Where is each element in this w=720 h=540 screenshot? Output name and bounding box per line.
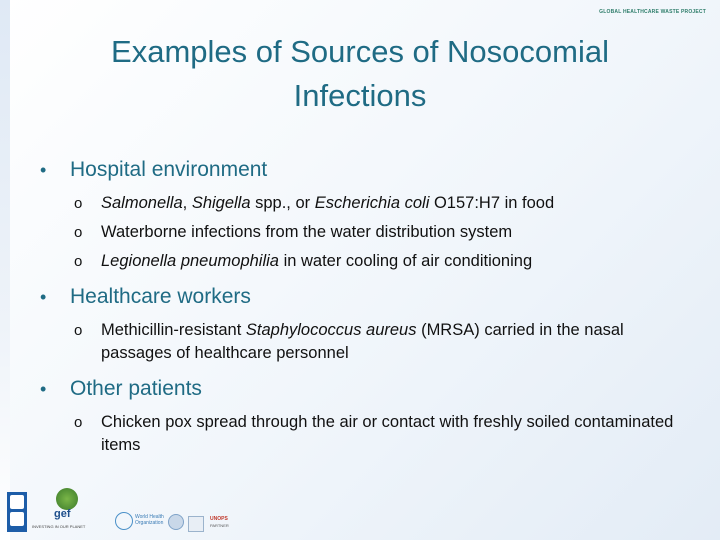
bullet-marker: • xyxy=(40,160,47,180)
partner-logo xyxy=(188,516,248,532)
bullet-content xyxy=(38,156,688,467)
italic-text: Salmonella xyxy=(101,194,183,212)
italic-text: Shigella xyxy=(191,194,251,212)
item-text: Methicillin-resistant xyxy=(101,321,246,339)
item-text: Waterborne infections from the water distribution system xyxy=(101,223,513,241)
sub-bullet-marker: o xyxy=(74,195,83,212)
italic-text: Legionella pneumophilia xyxy=(101,252,279,270)
item-text: (MRSA) carried in the nasal passages of healthcare personnel xyxy=(101,321,624,362)
section-heading xyxy=(38,156,688,184)
slide-title xyxy=(40,30,680,118)
who-logo xyxy=(115,512,175,530)
gef-logo xyxy=(32,488,110,534)
who-wordmark: World Health Organization xyxy=(135,514,164,526)
item-text: Chicken pox spread through the air or contact with freshly soiled contaminated items xyxy=(101,413,674,454)
partner-line-2: PARTNER xyxy=(210,523,229,528)
title-line-1: Examples of Sources of Nosocomial xyxy=(111,34,609,69)
section-heading-text: Hospital environment xyxy=(70,158,268,181)
section-heading xyxy=(38,283,688,311)
footer-logos xyxy=(0,490,720,540)
sub-bullet-marker: o xyxy=(74,322,83,339)
section-heading-text: Other patients xyxy=(70,377,202,400)
sub-list xyxy=(38,411,688,457)
sub-bullet-marker: o xyxy=(74,224,83,241)
sub-list xyxy=(38,192,688,273)
section-heading-text: Healthcare workers xyxy=(70,285,251,308)
gef-globe-icon xyxy=(56,488,78,510)
sub-bullet-marker: o xyxy=(74,414,83,431)
item-text: spp., or xyxy=(250,194,315,212)
item-text: O157:H7 in food xyxy=(429,194,555,212)
title-line-2: Infections xyxy=(293,78,427,113)
decorative-band xyxy=(0,0,10,540)
italic-text: Staphylococcus aureus xyxy=(245,321,417,339)
partner-emblem-icon xyxy=(168,514,184,530)
who-emblem-icon xyxy=(115,512,133,530)
item-text: in water cooling of air conditioning xyxy=(278,252,533,270)
bullet-marker: • xyxy=(40,379,47,399)
undp-logo xyxy=(7,492,27,532)
gef-wordmark: gef xyxy=(54,508,71,520)
italic-text: Escherichia coli xyxy=(314,194,430,212)
list-item xyxy=(38,411,688,457)
org-label: GLOBAL HEALTHCARE WASTE PROJECT xyxy=(599,9,706,15)
list-item xyxy=(38,319,688,365)
list-item xyxy=(38,250,688,273)
sub-list xyxy=(38,319,688,365)
sub-bullet-marker: o xyxy=(74,253,83,270)
partner-line-1: UNOPS xyxy=(210,516,228,522)
item-text: , xyxy=(182,194,192,212)
list-item xyxy=(38,221,688,244)
list-item xyxy=(38,192,688,215)
gef-caption: INVESTING IN OUR PLANET xyxy=(32,524,86,529)
bullet-marker: • xyxy=(40,287,47,307)
section-heading xyxy=(38,375,688,403)
partner-box-icon xyxy=(188,516,204,532)
